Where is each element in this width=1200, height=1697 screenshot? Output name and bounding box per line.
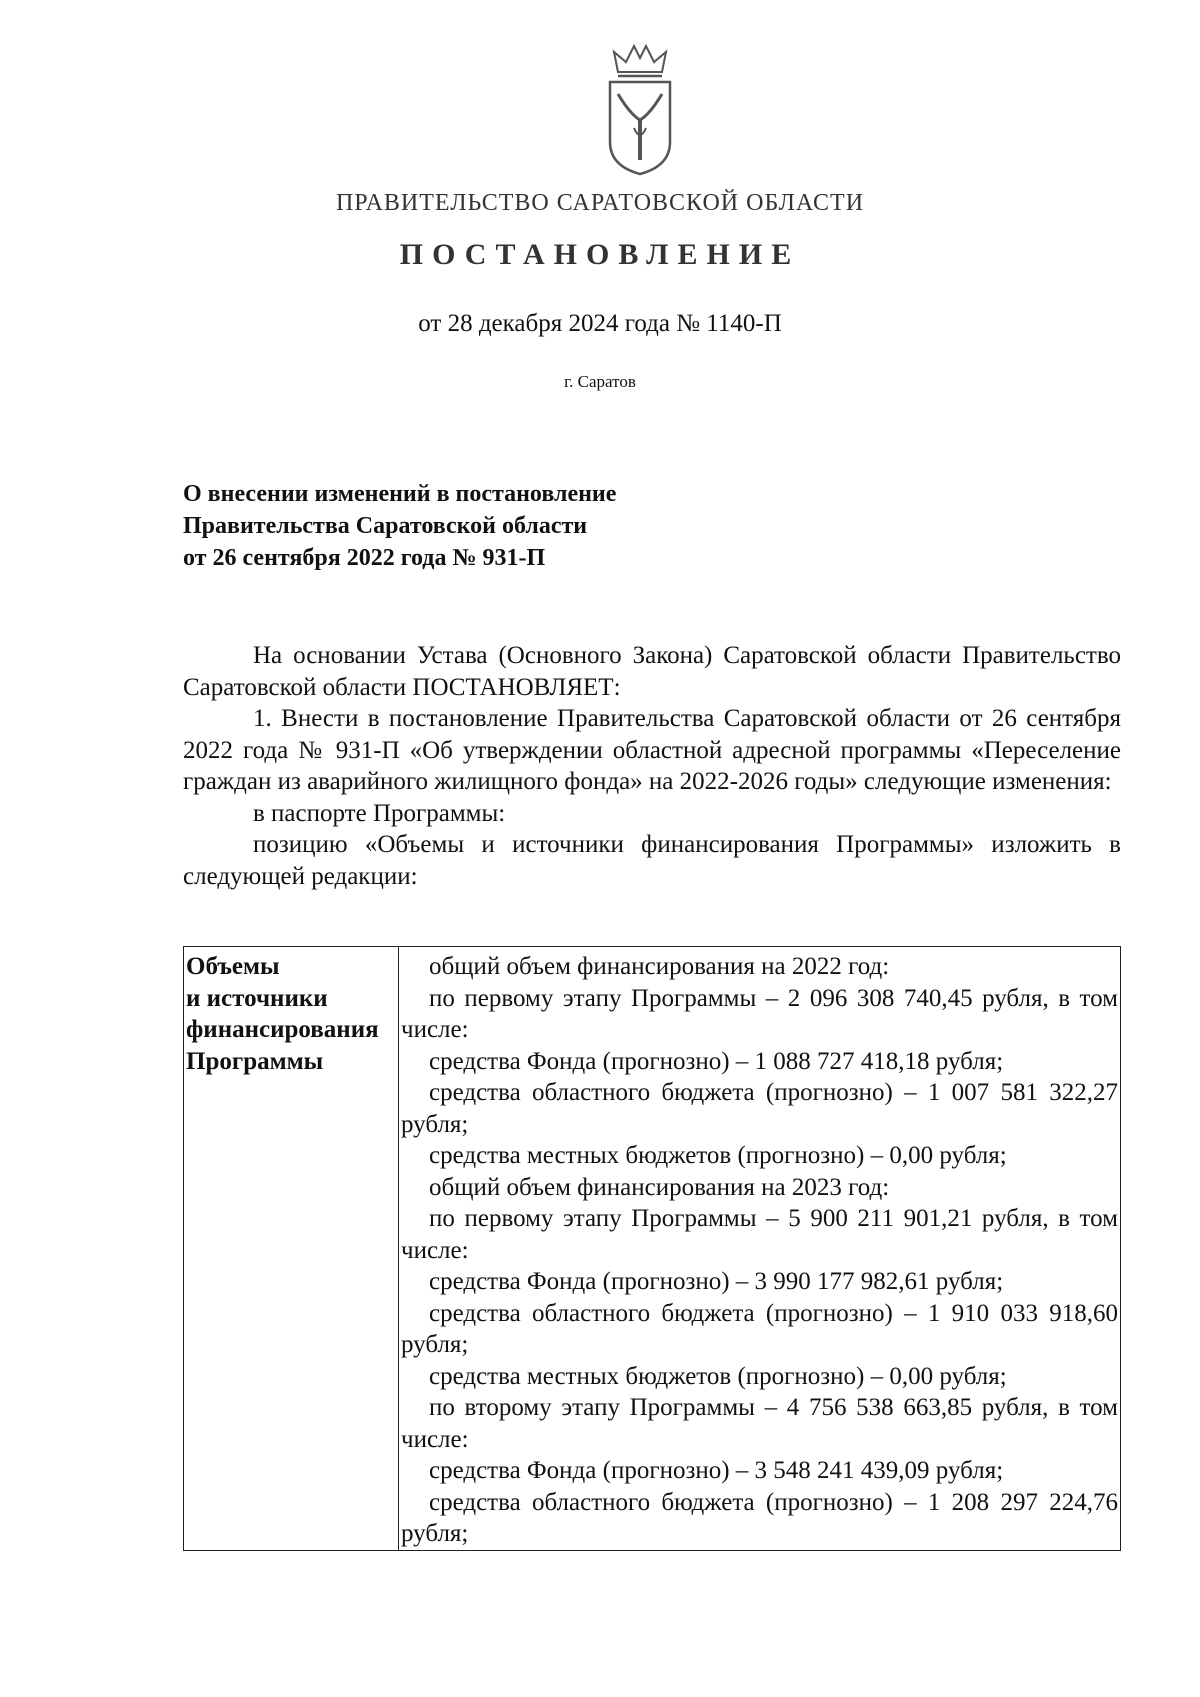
body-paragraph: в паспорте Программы:	[253, 799, 506, 827]
subject-line: О внесении изменений в постановление	[183, 481, 617, 507]
document-place: г. Саратов	[564, 372, 636, 391]
financing-line: средства Фонда (прогнозно) – 1 088 727 418,18 рубля;	[429, 1047, 1004, 1075]
financing-line: по первому этапу Программы – 5 900 211 901,21 рубля, в том числе:	[401, 1205, 1118, 1264]
document-body	[183, 640, 1121, 892]
financing-line: средства областного бюджета (прогнозно) – 1 208 297 224,76 рубля;	[401, 1488, 1118, 1547]
body-paragraph: 1. Внести в постановление Правительства Саратовской области от 26 сентября 2022 года № 931-П «Об утверждении областной адресной программы «Переселение граждан из аварийного жилищного фонда» на 2022-2026 годы» следующие изменения:	[183, 705, 1121, 795]
header-line: Программы	[186, 1047, 324, 1075]
financing-line: средства областного бюджета (прогнозно) – 1 007 581 322,27 рубля;	[401, 1079, 1118, 1138]
financing-line: средства Фонда (прогнозно) – 3 990 177 982,61 рубля;	[429, 1268, 1004, 1295]
document-date-number: от 28 декабря 2024 года № 1140-П	[418, 310, 782, 337]
header-line: и источники	[186, 984, 328, 1012]
header-line: финансирования	[186, 1016, 379, 1043]
financing-line: средства областного бюджета (прогнозно) – 1 910 033 918,60 рубля;	[401, 1299, 1118, 1358]
table-header-cell	[184, 947, 399, 1551]
saratov-coat-of-arms-icon	[600, 42, 680, 178]
financing-line: общий объем финансирования на 2023 год:	[429, 1173, 890, 1201]
table-content-cell	[399, 947, 1121, 1551]
document-type: ПОСТАНОВЛЕНИЕ	[399, 238, 801, 271]
table-row	[184, 947, 1121, 1551]
financing-table	[183, 946, 1121, 1551]
financing-line: средства местных бюджетов (прогнозно) – 0,00 рубля;	[429, 1142, 1007, 1169]
financing-line: по первому этапу Программы – 2 096 308 740,45 рубля, в том числе:	[401, 984, 1118, 1043]
subject-line: Правительства Саратовской области	[183, 513, 588, 539]
body-paragraph: На основании Устава (Основного Закона) Саратовской области Правительство Саратовской области ПОСТАНОВЛЯЕТ:	[183, 642, 1121, 701]
subject-line: от 26 сентября 2022 года № 931-П	[183, 545, 546, 571]
financing-line: по второму этапу Программы – 4 756 538 663,85 рубля, в том числе:	[401, 1394, 1118, 1453]
body-paragraph: позицию «Объемы и источники финансирования Программы» изложить в следующей редакции:	[183, 831, 1121, 890]
financing-line: средства Фонда (прогнозно) – 3 548 241 439,09 рубля;	[429, 1457, 1004, 1484]
government-name: ПРАВИТЕЛЬСТВО САРАТОВСКОЙ ОБЛАСТИ	[335, 190, 865, 216]
financing-line: общий объем финансирования на 2022 год:	[429, 953, 890, 980]
document-subject	[183, 478, 743, 574]
header-line: Объемы	[186, 953, 280, 980]
financing-line: средства местных бюджетов (прогнозно) – 0,00 рубля;	[429, 1362, 1007, 1390]
